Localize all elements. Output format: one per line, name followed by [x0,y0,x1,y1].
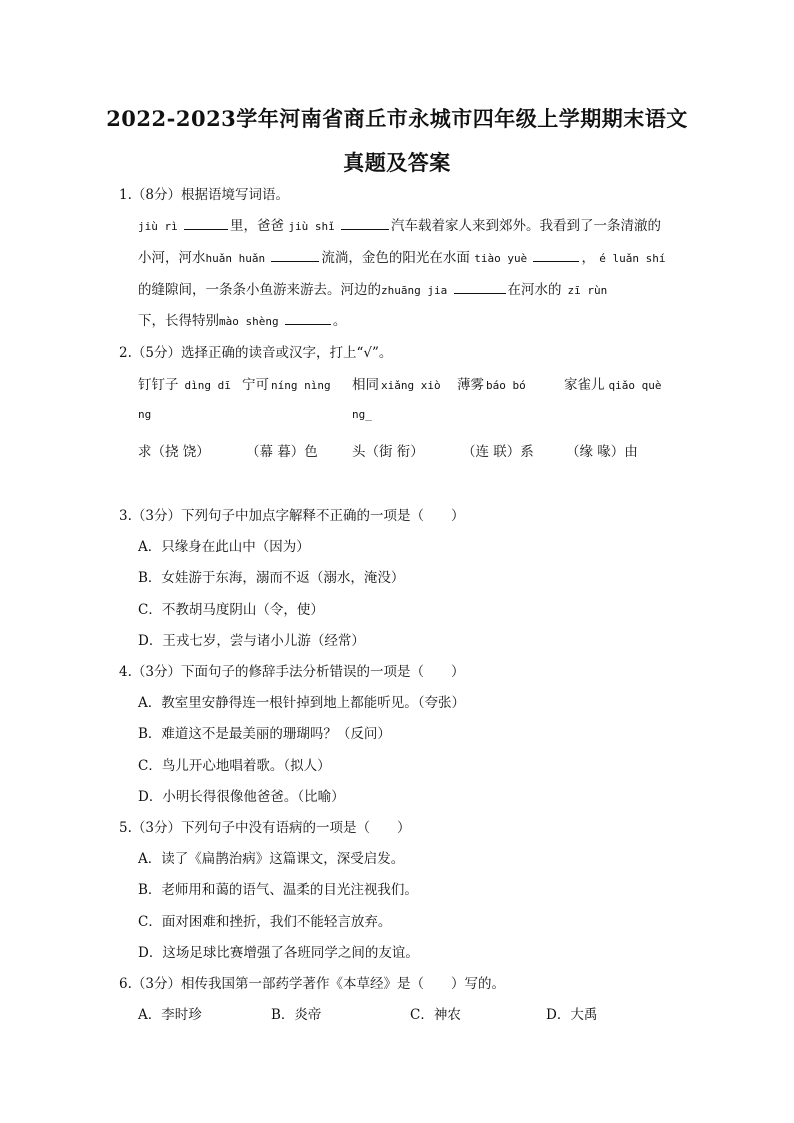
option-b[interactable]: B．老师用和蔼的语气、温柔的目光注视我们。 [138,882,418,898]
question-1-line-4 [138,311,346,332]
pinyin-options[interactable]: xiǎng xiò [381,379,441,392]
answer-blank[interactable] [184,217,228,230]
question-2-row-1 [138,375,698,395]
pinyin-options[interactable]: níng nìng [271,379,331,392]
title-line-2: 真题及答案 [343,150,451,175]
text: 汽车载着家人来到郊外。我看到了一条清澈的 [391,218,661,234]
pinyin: zhuāng jia [381,284,448,297]
option-c[interactable]: C．鸟儿开心地唱着歌。（拟人） [138,758,331,774]
question-1-head: 1.（8分）根据语境写词语。 [119,187,289,203]
word: 钉钉子 [138,377,179,393]
option-c[interactable]: C．不教胡马度阴山（令，使） [138,602,324,618]
hanzi-choice[interactable]: （幕 暮）色 [246,444,318,460]
answer-blank[interactable] [271,249,319,262]
answer-blank[interactable] [341,217,389,230]
pinyin-options[interactable]: dìng dī [184,379,231,392]
title-line-1: 2022-2023学年河南省商丘市永城市四年级上学期期末语文 [106,106,688,131]
question-1-line-3 [138,280,607,301]
option-a[interactable]: A．读了《扁鹊治病》这篇课文，深受启发。 [138,851,405,867]
question-4-head: 4.（3分）下面句子的修辞手法分析错误的一项是（ ） [119,664,465,680]
pinyin: jiù shǐ [288,220,335,233]
pinyin: zī rùn [567,284,608,297]
question-5-head: 5.（3分）下列句子中没有语病的一项是（ ） [119,820,411,836]
pinyin-options[interactable]: qiǎo què [608,379,662,392]
pinyin: tiào yuè [474,252,528,265]
option-b[interactable]: B．炎帝 [271,1007,322,1023]
answer-blank[interactable] [454,281,506,294]
pinyin: mào shèng [219,315,279,328]
question-3-head: 3.（3分）下列句子中加点字解释不正确的一项是（ ） [119,508,465,524]
hanzi-choice[interactable]: （连 联）系 [462,444,534,460]
hanzi-choice[interactable]: 求（挠 饶） [138,444,210,460]
text: 流淌，金色的阳光在水面 [321,250,470,266]
answer-blank[interactable] [533,249,579,262]
question-6-options [138,1005,698,1025]
pinyin: jiù rì [138,220,178,233]
option-d[interactable]: D．大禹 [546,1007,598,1023]
question-1-line-1 [138,216,661,237]
text: 下，长得特别 [138,313,219,329]
pinyin: é luǎn shí [599,252,666,265]
word: 家雀儿 [564,377,605,393]
hanzi-choice[interactable]: 头（街 衔） [352,444,424,460]
text: 小河，河水 [138,250,206,266]
hanzi-choice[interactable]: （缘 喙）由 [566,444,638,460]
question-1-line-2 [138,248,666,269]
text: ， [581,250,595,266]
option-a[interactable]: A．李时珍 [138,1007,202,1023]
text: 在河水的 [507,282,562,298]
text: 。 [332,313,347,329]
option-b[interactable]: B．女娃游于东海，溺而不返（溺水，淹没） [138,570,405,586]
word: 相同 [352,377,379,393]
option-d[interactable]: D．小明长得很像他爸爸。（比喻） [138,789,345,805]
question-2-row-2 [138,442,698,462]
question-6-head: 6.（3分）相传我国第一部药学著作《本草经》是（ ）写的。 [119,976,505,992]
text: 的缝隙间，一条条小鱼游来游去。河边的 [138,282,381,298]
pinyin: huǎn huǎn [205,252,266,265]
option-a[interactable]: A．教室里安静得连一根针掉到地上都能听见。（夸张） [138,695,465,711]
option-d[interactable]: D．王戎七岁，尝与诸小儿游（经常） [138,633,365,649]
option-b[interactable]: B．难道这不是最美丽的珊瑚吗？（反问） [138,726,391,742]
option-c[interactable]: C．神农 [410,1007,461,1023]
word: 薄雾 [457,377,484,393]
word: 宁可 [242,377,269,393]
pinyin-wrap: ng_ [352,408,372,421]
pinyin-options[interactable]: báo bó [486,379,526,392]
option-c[interactable]: C．面对困难和挫折，我们不能轻言放弃。 [138,914,392,930]
answer-blank[interactable] [285,312,331,325]
option-d[interactable]: D．这场足球比赛增强了各班同学之间的友谊。 [138,945,419,961]
question-2-row-1-wrap [138,405,698,425]
question-2-head: 2.（5分）选择正确的读音或汉字，打上“√”。 [119,345,393,361]
option-a[interactable]: A．只缘身在此山中（因为） [138,539,310,555]
text: 里，爸爸 [230,218,285,234]
pinyin-wrap: ng [138,408,152,421]
